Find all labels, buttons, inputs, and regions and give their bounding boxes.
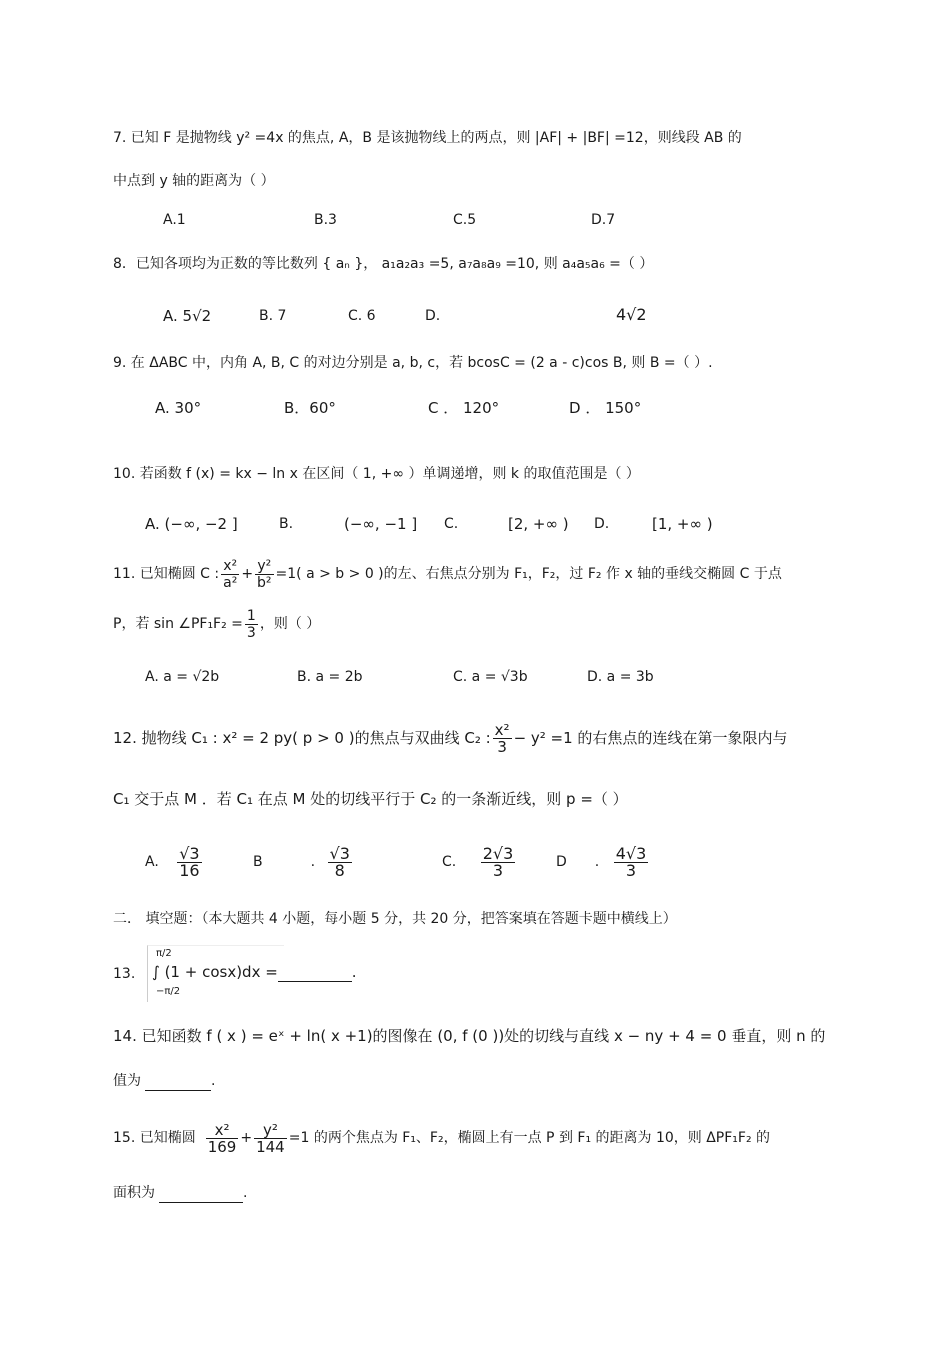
q15-fraction-x: $\frac{\text{x²}}{169}$ bbox=[207, 1120, 237, 1156]
q8-option-b: B. 7 bbox=[259, 308, 287, 324]
q9-option-c: C ． 120° bbox=[428, 399, 500, 417]
q13-lower-limit: −π/2 bbox=[156, 986, 181, 997]
q7-option-d: D.7 bbox=[591, 212, 616, 228]
q9-option-d: D ． 150° bbox=[569, 399, 642, 417]
q12-option-c-fraction: $\frac{2√3}{3}$ bbox=[482, 843, 514, 880]
q13-upper-limit: π/2 bbox=[156, 948, 172, 959]
q11-option-c: C. a = √3b bbox=[453, 669, 528, 685]
q11-fraction-x: $\frac{\text{x²}}{\text{a²}}$ bbox=[223, 557, 238, 591]
q8-option-d: D. bbox=[425, 308, 441, 324]
q8-line1: 8．已知各项均为正数的等比数列 { aₙ }， a₁a₂a₃ =5, a₇a₈a₉ =10, 则 a₄a₅a₆ =（ ） bbox=[113, 256, 654, 272]
q7-option-b: B.3 bbox=[314, 212, 337, 228]
q7-option-a: A.1 bbox=[163, 212, 186, 228]
q10-option-b-value: (−∞, −1 ] bbox=[344, 515, 418, 533]
q12-option-d-fraction: $\frac{4√3}{3}$ bbox=[615, 843, 647, 880]
q7-option-c: C.5 bbox=[453, 212, 477, 228]
q7-line1: 7. 已知 F 是抛物线 y² =4x 的焦点, A，B 是该抛物线上的两点，则 |AF| + |BF| =12，则线段 AB 的 bbox=[113, 130, 742, 146]
q12-fraction: $\frac{\text{x²}}{3}$ bbox=[494, 721, 510, 756]
q10-option-c: C. bbox=[444, 516, 459, 532]
q11-option-a: A. a = √2b bbox=[145, 669, 220, 685]
q12-line2: C₁ 交于点 M ．若 C₁ 在点 M 处的切线平行于 C₂ 的一条渐近线，则 p =（ ） bbox=[113, 790, 628, 808]
q15-line1: 15. 已知椭圆 $\frac{\text{x²}}{169}$ + $\frac{\text{y²}}{144}$ =1 的两个焦点为 F₁、F₂，椭圆上有一点 P 到 F₁ 的距离为 10，则 ΔPF₁F₂ 的 bbox=[113, 1120, 771, 1156]
q12-option-b: B . $\frac{√3}{8}$ bbox=[253, 843, 350, 880]
q7-line2: 中点到 y 轴的距离为（ ） bbox=[113, 173, 275, 189]
q12-option-d: D . $\frac{4√3}{3}$ bbox=[556, 843, 647, 880]
q15-line2: 面积为 . bbox=[113, 1185, 248, 1201]
q10-option-b: B. bbox=[279, 516, 294, 532]
q12-option-a-fraction: $\frac{√3}{16}$ bbox=[179, 843, 200, 880]
q13-answer-blank[interactable] bbox=[278, 965, 352, 982]
q14-answer-blank[interactable] bbox=[145, 1074, 211, 1091]
q8-option-c: C. 6 bbox=[348, 308, 376, 324]
q12-option-c: C. $\frac{2√3}{3}$ bbox=[442, 843, 514, 880]
q12-option-a: A. $\frac{√3}{16}$ bbox=[145, 843, 200, 880]
q9-option-b: B．60° bbox=[284, 399, 336, 417]
q11-line2: P，若 sin ∠PF₁F₂ = $\frac{1}{3}$ ，则（ ） bbox=[113, 607, 321, 641]
q15-fraction-y: $\frac{\text{y²}}{144}$ bbox=[256, 1120, 285, 1156]
q14-line1: 14. 已知函数 f ( x ) = eˣ + ln( x +1)的图像在 (0, f (0 ))处的切线与直线 x − ny + 4 = 0 垂直，则 n 的 bbox=[113, 1027, 826, 1045]
q11-fraction-y: $\frac{\text{y²}}{\text{b²}}$ bbox=[257, 557, 272, 591]
q9-line1: 9. 在 ΔABC 中，内角 A, B, C 的对边分别是 a, b, c，若 bcosC = (2 a - c)cos B, 则 B =（ ）. bbox=[113, 355, 713, 371]
q13-number: 13. bbox=[113, 966, 136, 982]
section2-heading: 二． 填空题：（本大题共 4 小题，每小题 5 分，共 20 分，把答案填在答题卡题中横线上） bbox=[113, 911, 677, 927]
q11-line1: 11. 已知椭圆 C : $\frac{\text{x²}}{\text{a²}}$ + $\frac{\text{y²}}{\text{b²}}$ =1( a > b > 0 )的左、右焦点分别为 F₁，F₂，过 F₂ 作 x 轴的垂线交椭圆 C 于点 bbox=[113, 557, 782, 591]
q12-option-b-fraction: $\frac{√3}{8}$ bbox=[329, 843, 350, 880]
q10-line1: 10. 若函数 f (x) = kx − ln x 在区间（ 1, +∞ ）单调递增，则 k 的取值范围是（ ） bbox=[113, 466, 640, 482]
q10-option-d-value: [1, +∞ ) bbox=[652, 515, 713, 533]
q10-option-c-value: [2, +∞ ) bbox=[508, 515, 569, 533]
q12-line1: 12. 抛物线 C₁ : x² = 2 py( p > 0 )的焦点与双曲线 C₂ : $\frac{\text{x²}}{3}$ − y² =1 的右焦点的连线在第一象限内与 bbox=[113, 721, 788, 756]
q8-option-d-value: 4√2 bbox=[616, 305, 647, 324]
q11-option-b: B. a = 2b bbox=[297, 669, 363, 685]
q13-expression: ∫ (1 + cosx)dx = . bbox=[152, 963, 357, 981]
q11-option-d: D. a = 3b bbox=[587, 669, 654, 685]
q15-answer-blank[interactable] bbox=[159, 1186, 243, 1203]
q14-line2: 值为 . bbox=[113, 1073, 216, 1089]
q10-option-d: D. bbox=[594, 516, 610, 532]
q10-option-a: A. (−∞, −2 ] bbox=[145, 515, 238, 533]
q11-fraction-sin: $\frac{1}{3}$ bbox=[246, 607, 256, 641]
q9-option-a: A. 30° bbox=[155, 399, 202, 417]
q8-option-a: A. 5√2 bbox=[163, 307, 212, 325]
